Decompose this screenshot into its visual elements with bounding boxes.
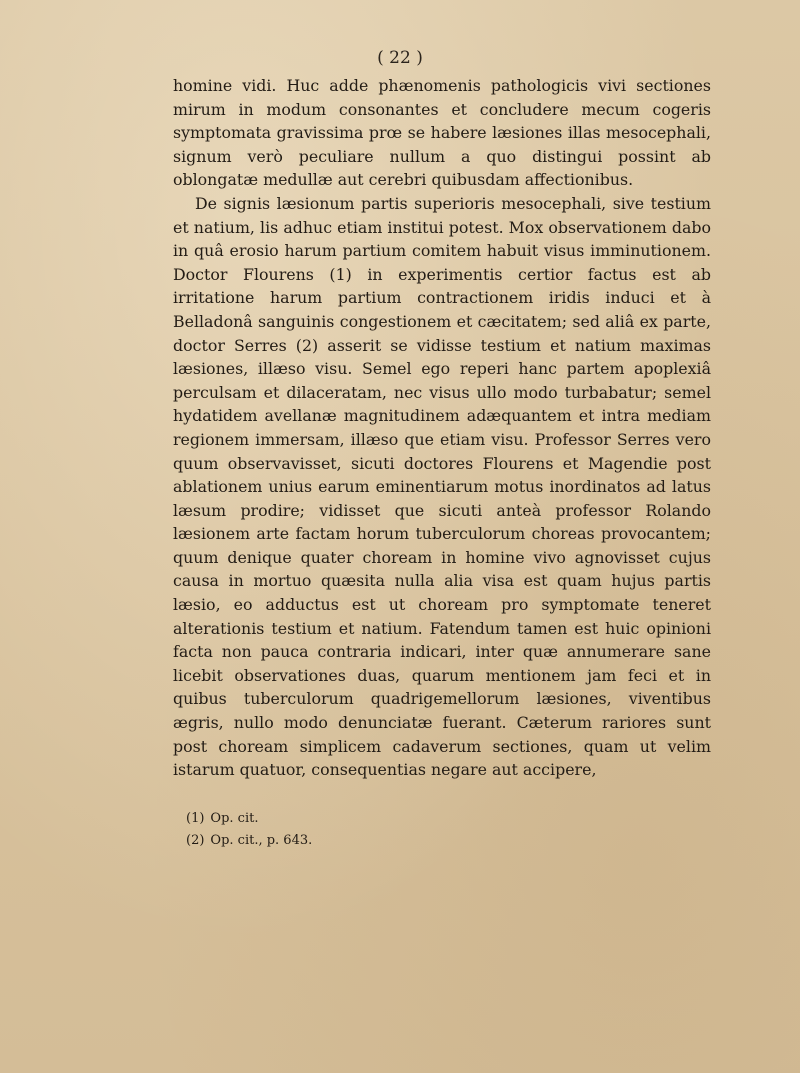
body-text xyxy=(173,74,711,782)
page-number: ( 22 ) xyxy=(377,48,423,68)
paragraph: homine vidi. Huc adde phænomenis pathologicis vivi sectiones mirum in modum consonantes et concludere mecum cogeris symptomata gravissima prœ se habere læsiones illas mesocephali, signum verò peculiare nullum a quo distingui possint ab oblongatæ medullæ aut cerebri quibusdam affectionibus. xyxy=(173,76,711,190)
footnote-text: Op. cit., p. 643. xyxy=(210,833,313,848)
footnotes xyxy=(186,808,606,852)
footnote xyxy=(186,830,606,852)
footnote-marker: (2) xyxy=(186,833,205,848)
footnote xyxy=(186,808,606,830)
footnote-text: Op. cit. xyxy=(210,811,259,826)
footnote-marker: (1) xyxy=(186,811,205,826)
paragraph: De signis læsionum partis superioris mesocephali, sive testium et natium, lis adhuc etiam institui potest. Mox observationem dabo in quâ erosio harum partium comitem habuit visus imminutionem. Doctor Flourens (1) in experimentis certior factus est ab irritatione harum partium contractionem iridis induci et à Belladonâ sanguinis congestionem et cæcitatem; sed aliâ ex parte, doctor Serres (2) asserit se vidisse testium et natium maximas læsiones, illæso visu. Semel ego reperi hanc partem apoplexiâ perculsam et dilaceratam, nec visus ullo modo turbabatur; semel hydatidem avellanæ magnitudinem adæquantem et intra mediam regionem immersam, illæso que etiam visu. Professor Serres vero quum observavisset, sicuti doctores Flourens et Magendie post ablationem unius earum eminentiarum motus inordinatos ad latus læsum prodire; vidisset que sicuti anteà professor Rolando læsionem arte factam horum tuberculorum choreas provocantem; quum denique quater choream in homine vivo agnovisset cujus causa in mortuo quæsita nulla alia visa est quam hujus partis læsio, eo adductus est ut choream pro symptomate teneret alterationis testium et natium. Fatendum tamen est huic opinioni facta non pauca contraria indicari, inter quæ annumerare sane licebit observationes duas, quarum mentionem jam feci et in quibus tuberculorum quadrigemellorum læsiones, viventibus ægris, nullo modo denunciatæ fuerant. Cæterum rariores sunt post choream simplicem cadaverum sectiones, quam ut velim istarum quatuor, consequentias negare aut accipere, xyxy=(173,193,711,780)
